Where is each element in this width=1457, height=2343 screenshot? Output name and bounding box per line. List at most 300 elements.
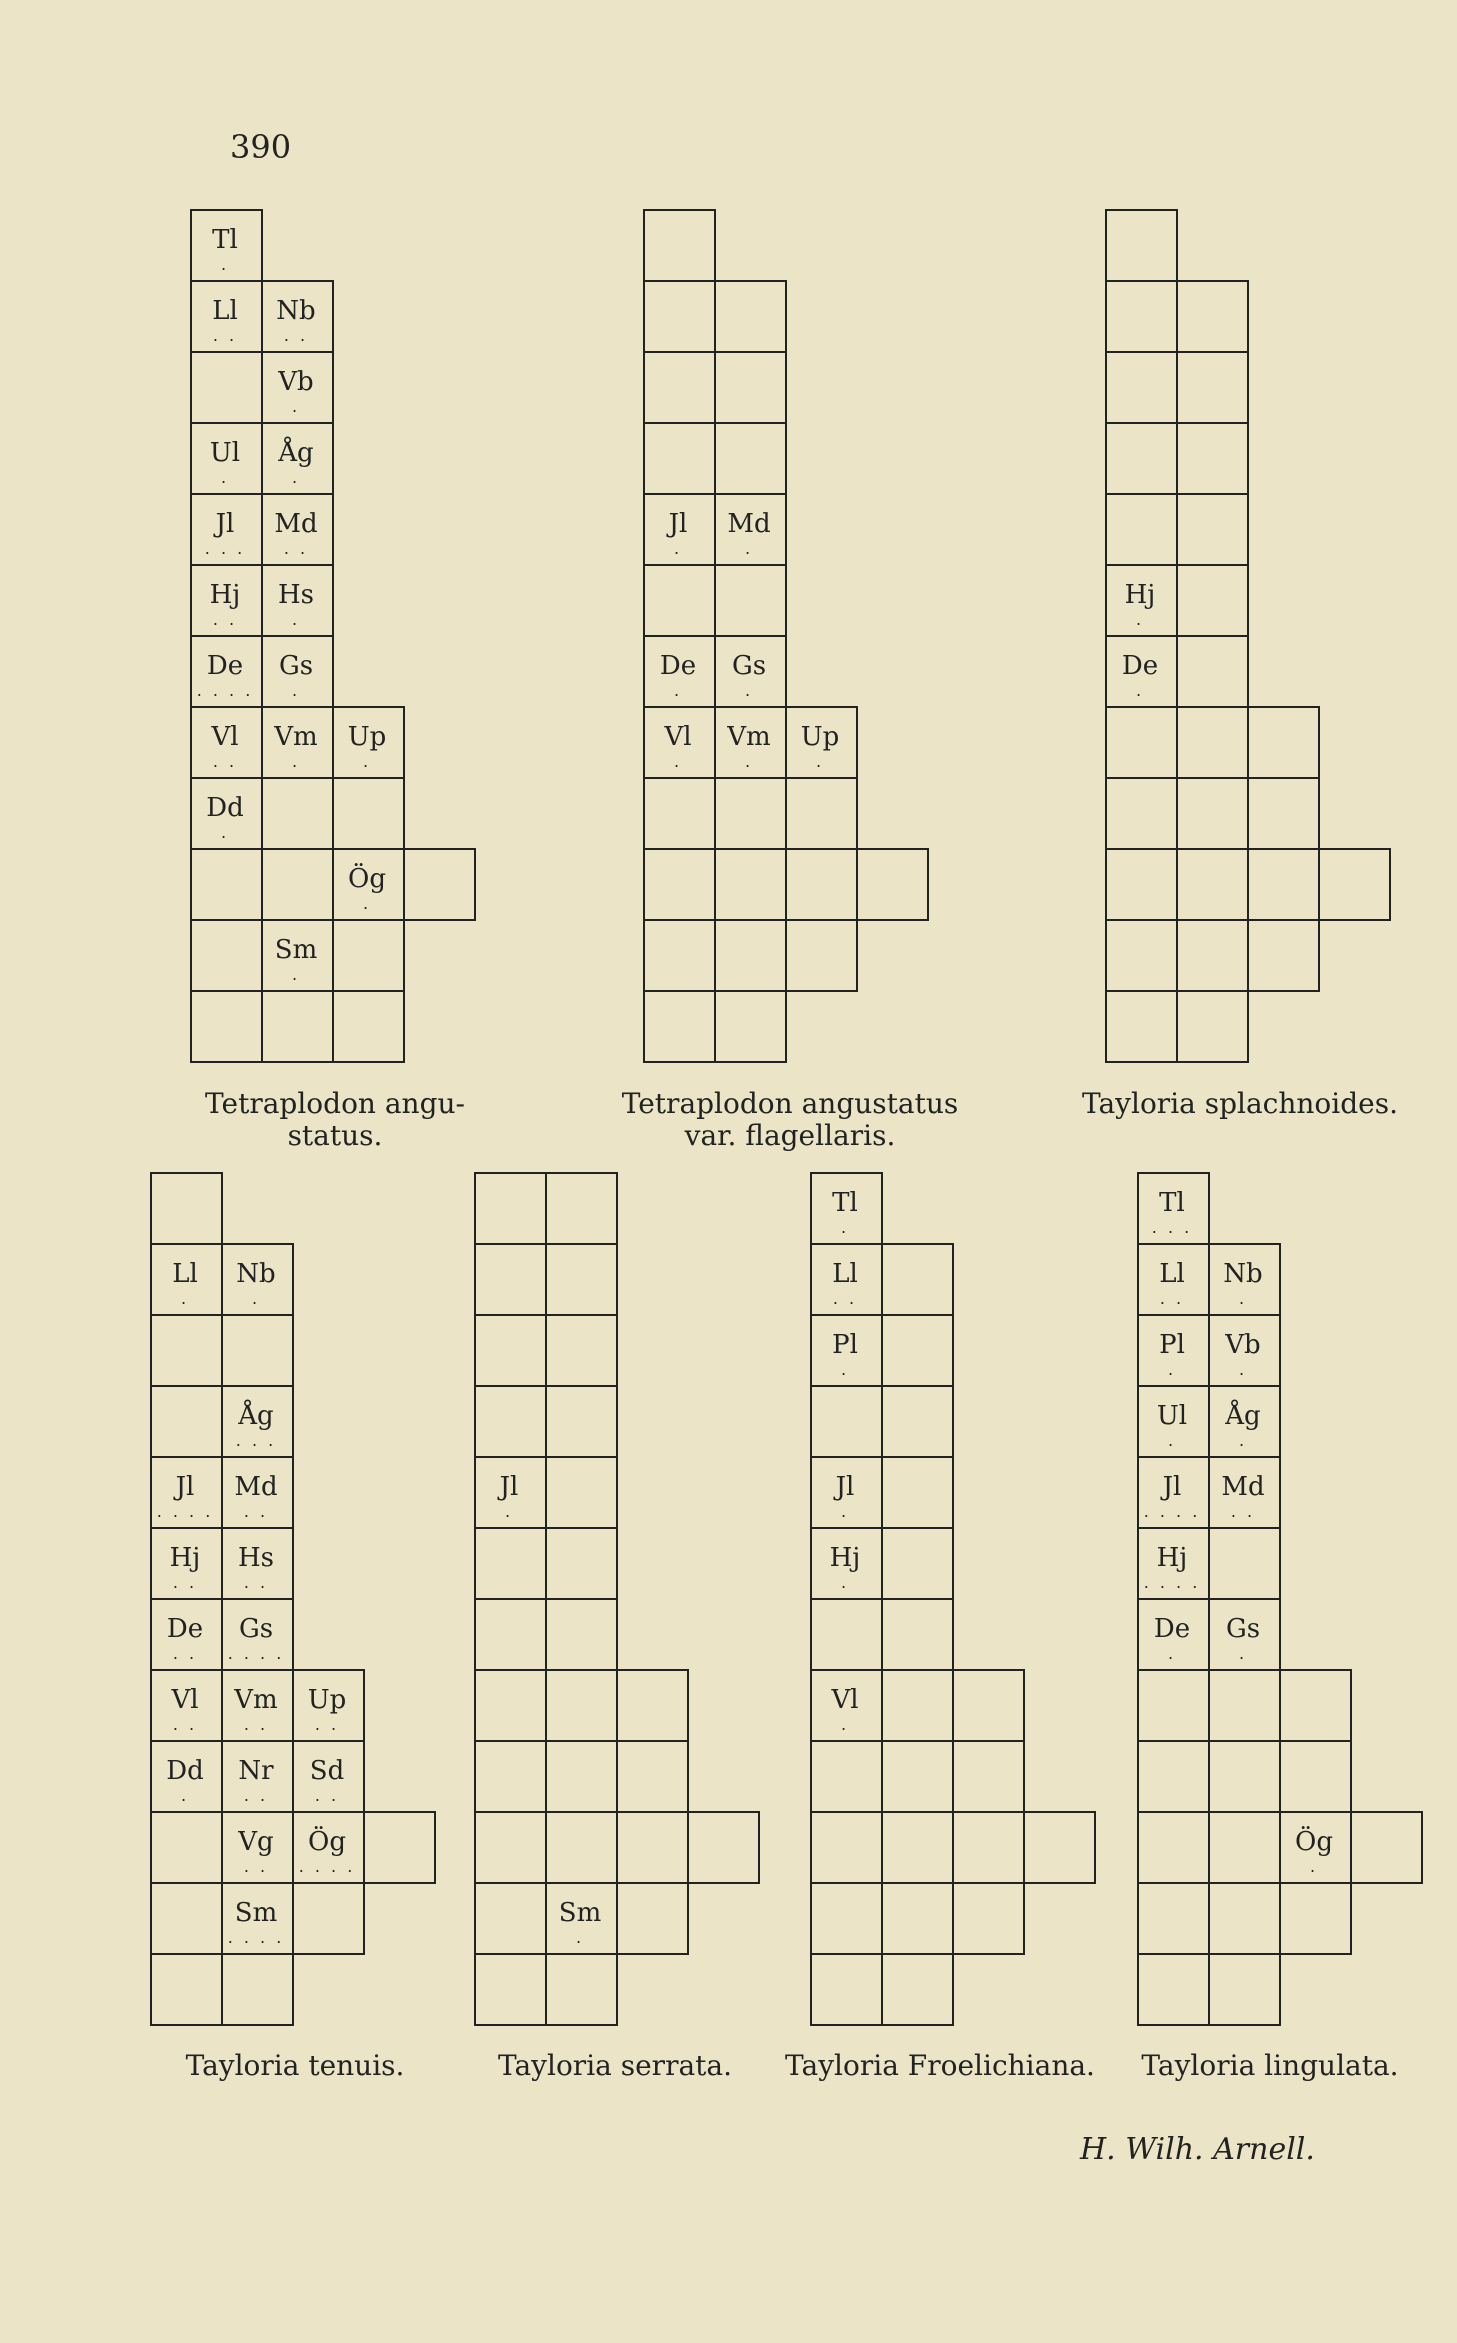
cell-label: Sm	[558, 1898, 602, 1928]
cell-label: Hs	[277, 580, 315, 610]
cell	[190, 422, 260, 493]
grid-line	[261, 848, 334, 850]
cell-dots: .	[291, 965, 301, 984]
cell-dots: .	[291, 610, 301, 629]
grid-line	[1176, 777, 1249, 779]
grid-line	[1208, 1882, 1281, 1884]
grid-line	[1279, 1740, 1352, 1742]
cell	[261, 351, 331, 422]
cell-label: Pl	[832, 1330, 858, 1360]
grid-line	[643, 777, 716, 779]
grid-line	[221, 1953, 294, 1955]
cell-dots: . . . .	[298, 1857, 356, 1876]
cell-dots: .	[673, 752, 683, 771]
grid-line	[714, 351, 787, 353]
cell	[810, 1456, 880, 1527]
cell-dots: . .	[832, 1289, 858, 1308]
cell-label: Jl	[499, 1472, 519, 1502]
grid-line	[292, 1953, 365, 1955]
grid-line	[810, 1598, 883, 1600]
grid-line	[474, 1953, 547, 1955]
cell-dots: . .	[314, 1786, 340, 1805]
grid-line	[1176, 351, 1249, 353]
cell-dots: . .	[172, 1715, 198, 1734]
cell-dots: .	[744, 752, 754, 771]
grid-line	[1208, 1953, 1281, 1955]
grid-line	[643, 848, 716, 850]
grid-line	[474, 1385, 547, 1387]
cell-dots: .	[220, 255, 230, 274]
grid-line	[687, 1669, 689, 1955]
grid-line	[150, 1811, 223, 1813]
cell	[221, 1527, 291, 1598]
grid-line	[1137, 1811, 1210, 1813]
cell	[190, 280, 260, 351]
cell-dots: . .	[172, 1573, 198, 1592]
grid-line	[952, 1669, 1025, 1671]
grid-line	[1176, 422, 1249, 424]
cell	[1208, 1385, 1278, 1456]
grid-line	[474, 1172, 476, 2026]
cell	[261, 280, 331, 351]
grid-line	[1137, 1669, 1210, 1671]
cell	[221, 1598, 291, 1669]
grid-line	[545, 1598, 618, 1600]
cell	[190, 564, 260, 635]
cell	[1137, 1243, 1207, 1314]
grid-line	[474, 2024, 547, 2026]
cell-dots: .	[575, 1928, 585, 1947]
cell	[221, 1243, 291, 1314]
cell-label: Sd	[309, 1756, 345, 1786]
cell-label: Vl	[171, 1685, 199, 1715]
grid-line	[1279, 1953, 1352, 1955]
grid-line	[1208, 1669, 1281, 1671]
cell	[810, 1527, 880, 1598]
grid-line	[856, 848, 929, 850]
grid-line	[545, 1314, 618, 1316]
grid-line	[952, 1740, 1025, 1742]
cell	[150, 1243, 220, 1314]
cell-label: Ll	[1159, 1259, 1185, 1289]
cell	[1208, 1243, 1278, 1314]
cell-dots: . . .	[235, 1431, 277, 1450]
cell-label: Ll	[212, 296, 238, 326]
cell-dots: .	[504, 1502, 514, 1521]
grid-line	[1421, 1811, 1423, 1884]
grid-line	[261, 990, 334, 992]
cell	[1105, 564, 1175, 635]
cell-label: De	[166, 1614, 204, 1644]
grid-line	[714, 990, 787, 992]
diagram-caption: Tetraplodon angu- status.	[205, 1087, 465, 1152]
cell	[190, 706, 260, 777]
cell-dots: . .	[212, 326, 238, 345]
cell-label: Gs	[278, 651, 314, 681]
grid-line	[190, 990, 263, 992]
grid-line	[643, 564, 716, 566]
grid-line	[150, 2024, 223, 2026]
grid-line	[881, 1669, 954, 1671]
grid-line	[1176, 990, 1249, 992]
grid-line	[190, 1061, 263, 1063]
cell-dots: .	[291, 681, 301, 700]
cell	[221, 1456, 291, 1527]
grid-line	[881, 1811, 954, 1813]
cell	[150, 1456, 220, 1527]
cell	[190, 493, 260, 564]
cell-dots: . .	[212, 610, 238, 629]
grid-line	[221, 2024, 294, 2026]
grid-line	[434, 1811, 436, 1884]
grid-line	[190, 351, 263, 353]
cell-dots: .	[840, 1715, 850, 1734]
cell	[261, 422, 331, 493]
grid-line	[758, 1811, 760, 1884]
grid-line	[1105, 209, 1178, 211]
cell-dots: .	[251, 1289, 261, 1308]
grid-line	[643, 351, 716, 353]
cell-dots: . . . .	[156, 1502, 214, 1521]
cell	[810, 1314, 880, 1385]
cell-label: Hj	[829, 1543, 861, 1573]
grid-line	[1247, 848, 1320, 850]
grid-line	[881, 1882, 954, 1884]
grid-line	[616, 1811, 689, 1813]
cell	[221, 1669, 291, 1740]
cell	[714, 706, 784, 777]
grid-line	[1176, 1061, 1249, 1063]
grid-line	[616, 1740, 689, 1742]
cell	[150, 1527, 220, 1598]
grid-line	[150, 1953, 223, 1955]
cell	[150, 1669, 220, 1740]
grid-line	[1389, 848, 1391, 921]
cell-dots: . . .	[204, 539, 246, 558]
grid-line	[810, 1953, 883, 1955]
cell-label: Åg	[238, 1401, 274, 1431]
grid-line	[1105, 919, 1178, 921]
grid-line	[714, 919, 787, 921]
cell-label: Up	[347, 722, 387, 752]
diagram-caption: Tetraplodon angustatus var. flagellaris.	[621, 1087, 959, 1152]
grid-line	[403, 706, 405, 1063]
grid-line	[474, 1314, 547, 1316]
cell-dots: .	[362, 752, 372, 771]
cell-dots: .	[1135, 681, 1145, 700]
cell-dots: . .	[314, 1715, 340, 1734]
cell	[643, 706, 713, 777]
grid-line	[1105, 777, 1178, 779]
cell-label: Vg	[238, 1827, 274, 1857]
cell-label: Ög	[1295, 1827, 1333, 1857]
cell-dots: .	[1135, 610, 1145, 629]
cell-label: Md	[234, 1472, 278, 1502]
grid-line	[616, 1953, 689, 1955]
grid-line	[1176, 564, 1249, 566]
cell-dots: .	[840, 1218, 850, 1237]
cell-label: Vb	[278, 367, 314, 397]
cell-label: Vb	[1225, 1330, 1261, 1360]
cell-dots: .	[1238, 1360, 1248, 1379]
cell	[292, 1669, 362, 1740]
grid-line	[881, 2024, 954, 2026]
grid-line	[474, 1811, 547, 1813]
grid-line	[714, 848, 787, 850]
grid-line	[1023, 1811, 1096, 1813]
grid-line	[1208, 1811, 1281, 1813]
cell	[714, 493, 784, 564]
grid-line	[1137, 1740, 1210, 1742]
grid-line	[1176, 280, 1249, 282]
cell-dots: . .	[243, 1573, 269, 1592]
cell-label: Vl	[211, 722, 239, 752]
cell-label: Hj	[169, 1543, 201, 1573]
grid-line	[221, 1314, 294, 1316]
grid-line	[1105, 1061, 1178, 1063]
grid-line	[785, 919, 858, 921]
grid-line	[332, 919, 405, 921]
cell	[150, 1598, 220, 1669]
grid-line	[1176, 919, 1249, 921]
cell-dots: . .	[1159, 1289, 1185, 1308]
cell	[1137, 1172, 1207, 1243]
grid-line	[261, 1061, 334, 1063]
grid-line	[545, 1172, 618, 1174]
cell-label: Up	[307, 1685, 347, 1715]
cell-label: Ul	[209, 438, 241, 468]
cell	[1137, 1598, 1207, 1669]
cell	[545, 1882, 615, 1953]
cell-label: Nb	[276, 296, 316, 326]
grid-line	[1247, 280, 1249, 1063]
grid-line	[1350, 1882, 1423, 1884]
cell-dots: .	[180, 1786, 190, 1805]
grid-line	[643, 990, 716, 992]
cell	[1137, 1456, 1207, 1527]
grid-line	[545, 2024, 618, 2026]
cell-dots: . . .	[1151, 1218, 1193, 1237]
grid-line	[810, 1811, 883, 1813]
grid-line	[1318, 919, 1391, 921]
grid-line	[643, 280, 716, 282]
grid-line	[714, 1061, 787, 1063]
grid-line	[810, 1385, 883, 1387]
cell	[643, 493, 713, 564]
cell	[785, 706, 855, 777]
grid-line	[545, 1243, 618, 1245]
cell	[221, 1385, 291, 1456]
cell-label: Md	[1221, 1472, 1265, 1502]
grid-line	[785, 990, 858, 992]
grid-line	[1279, 1669, 1352, 1671]
cell	[221, 1740, 291, 1811]
grid-line	[1105, 848, 1178, 850]
grid-line	[545, 1740, 618, 1742]
cell-label: Ög	[348, 864, 386, 894]
grid-line	[952, 1243, 954, 2026]
cell	[221, 1811, 291, 1882]
grid-line	[1247, 919, 1320, 921]
grid-line	[714, 280, 787, 282]
grid-line	[150, 1385, 223, 1387]
grid-line	[474, 848, 476, 921]
cell-label: Pl	[1159, 1330, 1185, 1360]
grid-line	[1350, 1669, 1352, 1955]
grid-line	[474, 1740, 547, 1742]
grid-line	[881, 1527, 954, 1529]
grid-line	[952, 1882, 1025, 1884]
cell-dots: . . . .	[227, 1928, 285, 1947]
cell-label: Hs	[237, 1543, 275, 1573]
grid-line	[261, 777, 334, 779]
grid-line	[1023, 1669, 1025, 1955]
cell-dots: .	[673, 539, 683, 558]
cell	[1105, 635, 1175, 706]
cell-dots: .	[840, 1573, 850, 1592]
grid-line	[545, 1385, 618, 1387]
grid-line	[881, 1314, 954, 1316]
grid-line	[545, 1527, 618, 1529]
cell-dots: . .	[1230, 1502, 1256, 1521]
cell-label: Up	[800, 722, 840, 752]
cell	[1208, 1456, 1278, 1527]
cell-label: Gs	[238, 1614, 274, 1644]
grid-line	[687, 1811, 760, 1813]
cell-dots: . .	[283, 326, 309, 345]
grid-line	[927, 848, 929, 921]
grid-line	[150, 1314, 223, 1316]
cell	[190, 635, 260, 706]
grid-line	[643, 209, 716, 211]
cell-label: Jl	[175, 1472, 195, 1502]
grid-line	[687, 1882, 760, 1884]
cell-dots: .	[291, 752, 301, 771]
cell	[1208, 1314, 1278, 1385]
grid-line	[363, 1811, 436, 1813]
grid-line	[363, 1669, 365, 1955]
cell	[1208, 1598, 1278, 1669]
cell	[261, 493, 331, 564]
cell-label: Sm	[234, 1898, 278, 1928]
cell	[261, 919, 331, 990]
grid-line	[714, 777, 787, 779]
grid-line	[1137, 2024, 1210, 2026]
page-number: 390	[230, 128, 292, 166]
cell-dots: . . . .	[1143, 1573, 1201, 1592]
cell-label: Ll	[172, 1259, 198, 1289]
grid-line	[1208, 1740, 1281, 1742]
grid-line	[785, 777, 858, 779]
grid-line	[856, 919, 929, 921]
cell-dots: . .	[212, 752, 238, 771]
cell-dots: .	[291, 397, 301, 416]
cell-dots: .	[1309, 1857, 1319, 1876]
cell-label: Jl	[1162, 1472, 1182, 1502]
grid-line	[714, 422, 787, 424]
grid-line	[332, 1061, 405, 1063]
grid-line	[545, 1669, 618, 1671]
grid-line	[1318, 706, 1320, 992]
cell-label: Gs	[1225, 1614, 1261, 1644]
grid-line	[1137, 1882, 1210, 1884]
cell-label: Vm	[727, 722, 771, 752]
cell	[332, 848, 402, 919]
grid-line	[363, 1882, 436, 1884]
cell-dots: .	[673, 681, 683, 700]
grid-line	[1105, 280, 1178, 282]
grid-line	[1208, 1527, 1281, 1529]
cell-label: Hj	[1156, 1543, 1188, 1573]
grid-line	[474, 1172, 547, 1174]
cell	[261, 564, 331, 635]
grid-line	[474, 1527, 547, 1529]
grid-line	[643, 422, 716, 424]
grid-line	[545, 1953, 618, 1955]
cell-dots: .	[1238, 1644, 1248, 1663]
cell-label: Vl	[664, 722, 692, 752]
grid-line	[190, 848, 263, 850]
grid-line	[1105, 706, 1178, 708]
grid-line	[1176, 848, 1249, 850]
grid-line	[474, 1243, 547, 1245]
cell	[810, 1669, 880, 1740]
diagram-caption: Tayloria splachnoides.	[1081, 1087, 1399, 1120]
grid-line	[785, 848, 858, 850]
grid-line	[1176, 635, 1249, 637]
grid-line	[785, 280, 787, 1063]
grid-line	[616, 1669, 689, 1671]
cell	[1137, 1314, 1207, 1385]
grid-line	[856, 706, 858, 992]
cell-dots: .	[815, 752, 825, 771]
grid-line	[1318, 848, 1391, 850]
cell-dots: . .	[243, 1786, 269, 1805]
cell-label: Jl	[835, 1472, 855, 1502]
cell-dots: . . . .	[227, 1644, 285, 1663]
grid-line	[403, 919, 476, 921]
grid-line	[616, 1172, 618, 2026]
cell-label: De	[659, 651, 697, 681]
grid-line	[643, 919, 716, 921]
cell-label: Tl	[832, 1188, 858, 1218]
grid-line	[1105, 990, 1178, 992]
cell-label: Åg	[1225, 1401, 1261, 1431]
grid-line	[1105, 351, 1178, 353]
cell-label: Gs	[731, 651, 767, 681]
cell	[150, 1740, 220, 1811]
cell	[332, 706, 402, 777]
cell-dots: .	[362, 894, 372, 913]
cell-label: Jl	[668, 509, 688, 539]
grid-line	[292, 1243, 294, 2026]
cell-dots: .	[1238, 1431, 1248, 1450]
grid-line	[616, 1882, 689, 1884]
cell-label: Ul	[1156, 1401, 1188, 1431]
grid-line	[190, 919, 263, 921]
cell-dots: . .	[243, 1715, 269, 1734]
cell-label: Dd	[206, 793, 244, 823]
cell-label: Nb	[236, 1259, 276, 1289]
cell-dots: .	[220, 468, 230, 487]
grid-line	[881, 1456, 954, 1458]
cell-label: Md	[727, 509, 771, 539]
cell	[261, 635, 331, 706]
grid-line	[952, 1811, 1025, 1813]
grid-line	[1137, 1953, 1210, 1955]
grid-line	[881, 1172, 883, 2026]
cell-dots: . .	[172, 1644, 198, 1663]
